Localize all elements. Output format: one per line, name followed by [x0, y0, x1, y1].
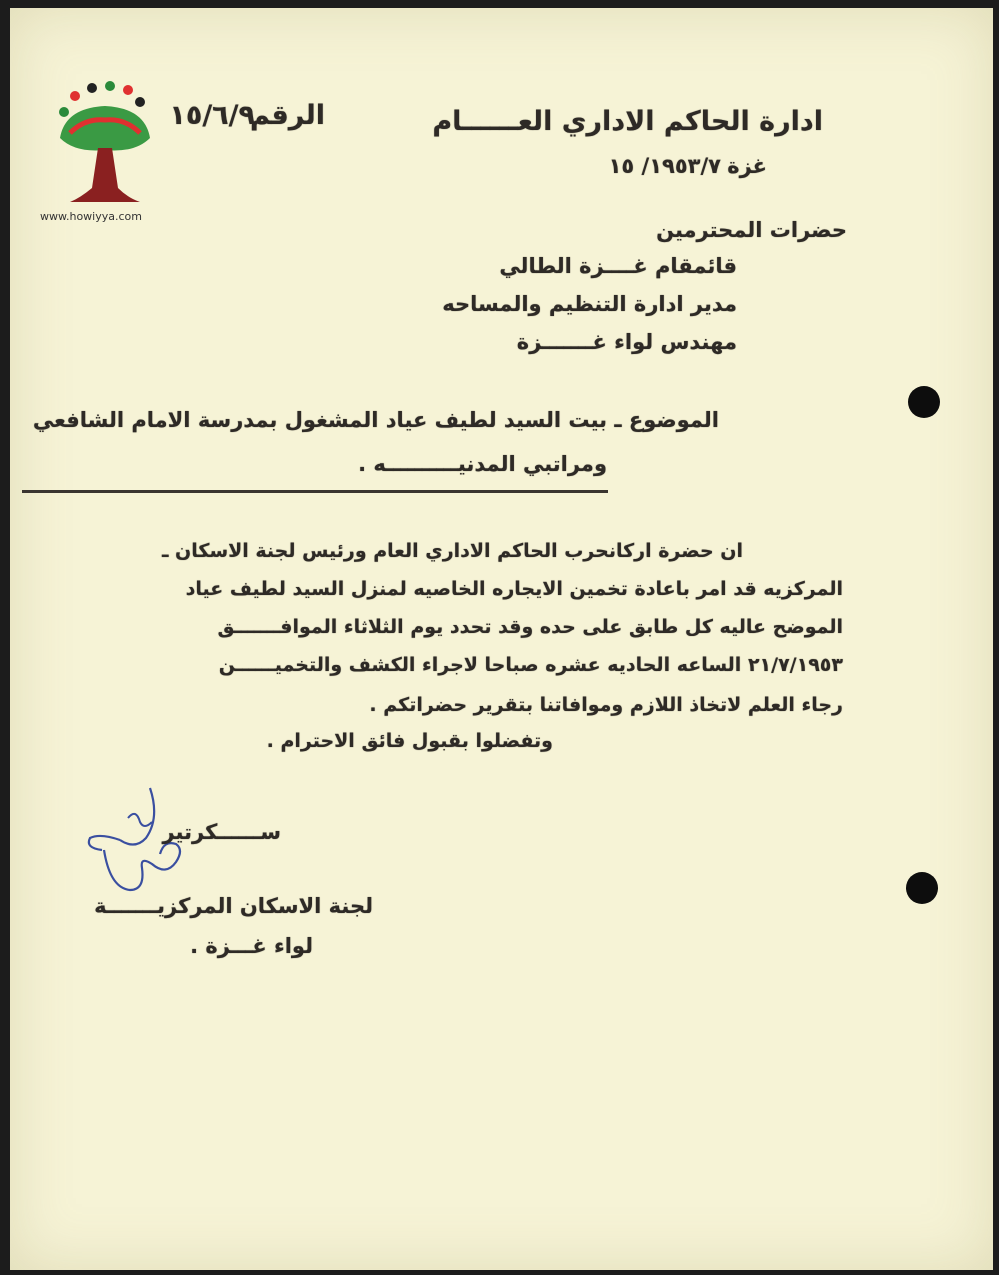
city-label: غزة: [727, 154, 767, 178]
addressee-line: مهندس لواء غـــــــزة: [516, 330, 737, 354]
body-line: الموضح عاليه كل طابق على حده وقد تحدد يوم الثلاثاء الموافـــــــق: [217, 616, 843, 638]
logo-figure-head: [59, 107, 69, 117]
body-line: ٢١/٧/١٩٥٣ الساعه الحاديه عشره صباحا لاجراء الكشف والتخميــــــن: [218, 654, 843, 676]
document-page: [10, 8, 993, 1270]
punch-hole: [908, 386, 940, 418]
logo-trunk: [70, 148, 140, 202]
logo-url-text: www.howiyya.com: [40, 210, 142, 223]
logo-figure-head: [105, 81, 115, 91]
document-date: ١٩٥٣/٧/ ١٥: [608, 154, 721, 178]
committee-name: لجنة الاسكان المركزيـــــــة: [94, 894, 373, 918]
logo-figure-head: [87, 83, 97, 93]
issuing-authority: ادارة الحاكم الاداري العــــــام: [432, 106, 823, 137]
addressee-line: قائمقام غــــزة الطالي: [499, 254, 737, 278]
subject-divider: [22, 490, 608, 493]
reference-label: الرقم: [249, 100, 325, 131]
body-line: وتفضلوا بقبول فائق الاحترام .: [266, 730, 553, 752]
howiyya-tree-logo: [40, 78, 170, 228]
logo-figure-head: [123, 85, 133, 95]
district-name: لواء غـــزة .: [190, 934, 313, 958]
signatory-title: ســــــكرتير: [162, 820, 281, 844]
body-line: ان حضرة اركانحرب الحاكم الاداري العام ورئيس لجنة الاسكان ـ: [161, 540, 743, 562]
logo-figure-head: [135, 97, 145, 107]
subject-line: الموضوع ـ بيت السيد لطيف عياد المشغول بمدرسة الامام الشافعي: [32, 408, 719, 432]
subject-line: ومراتبي المدنيــــــــــه .: [358, 452, 607, 476]
punch-hole: [906, 872, 938, 904]
body-line: رجاء العلم لاتخاذ اللازم وموافاتنا بتقرير حضراتكم .: [369, 694, 843, 716]
reference-number: ١٥/٦/٩: [169, 100, 255, 131]
addressee-line: مدير ادارة التنظيم والمساحه: [442, 292, 737, 316]
salutation: حضرات المحترمين: [656, 218, 847, 242]
logo-figure-head: [70, 91, 80, 101]
body-line: المركزيه قد امر باعادة تخمين الايجاره الخاصيه لمنزل السيد لطيف عياد: [185, 578, 843, 600]
